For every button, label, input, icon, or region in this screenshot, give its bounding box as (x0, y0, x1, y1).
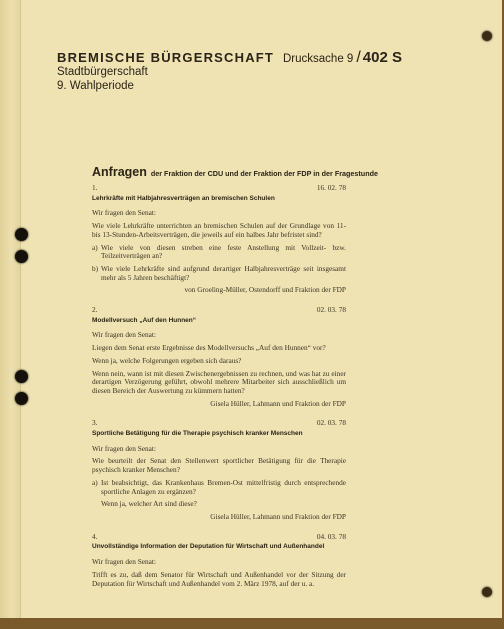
item-title: Modellversuch „Auf den Hunnen“ (92, 316, 197, 324)
item-number: 2. (92, 305, 98, 315)
item-signature: Gisela Hüller, Lahmann und Fraktion der FDP (210, 398, 346, 408)
item-paragraph: Wenn ja, welche Folgerungen ergeben sich daraus? (92, 355, 242, 365)
punch-hole (482, 587, 492, 597)
item-intro: Wir fragen den Senat: (92, 330, 156, 340)
drucksache-label: Drucksache 9 (283, 53, 354, 65)
punch-hole (482, 31, 492, 41)
item-title: Sportliche Betätigung für die Therapie psychisch kranker Menschen (92, 430, 303, 438)
item-header (92, 419, 346, 428)
sub-marker: b) (92, 263, 99, 273)
item-date: 02. 03. 78 (316, 418, 346, 428)
item-header (92, 306, 346, 315)
section-title: Anfragen (92, 165, 147, 179)
sub-text: Ist beabsichtigt, das Krankenhaus Bremen-Ost mittelfristig durch entsprechende sportliche Anlagen zu ergänzen? (101, 477, 346, 496)
section-subtitle: der Fraktion der CDU und der Fraktion der FDP in der Fragestunde (150, 169, 378, 178)
sub-followup: Wenn ja, welcher Art sind diese? (101, 499, 197, 509)
inquiry-list (92, 184, 346, 599)
sub-marker: a) (92, 477, 98, 487)
sub-question (92, 265, 346, 282)
item-signature: Gisela Hüller, Lahmann und Fraktion der FDP (210, 511, 346, 521)
binding-spine (0, 0, 21, 618)
sub-question (92, 244, 346, 261)
inquiry-item (92, 533, 346, 589)
chamber-name: Stadtbürgerschaft (57, 66, 148, 78)
item-title: Lehrkräfte mit Halbjahresverträgen an bremischen Schulen (92, 194, 275, 202)
sub-text: Wie viele von diesen streben eine feste Anstellung mit Vollzeit- bzw. Teilzeitverträgen an? (101, 242, 346, 261)
punch-hole (15, 250, 28, 263)
item-header (92, 533, 346, 542)
item-date: 16. 02. 78 (316, 183, 346, 192)
item-number: 4. (92, 531, 98, 541)
item-title: Unvollständige Information der Deputation für Wirtschaft und Außenhandel (92, 543, 325, 551)
inquiry-item (92, 419, 346, 521)
item-paragraph: Liegen dem Senat erste Ergebnisse des Modellversuchs „Auf den Hunnen“ vor? (92, 343, 326, 353)
drucksache-number: 402 S (362, 49, 402, 66)
item-intro: Wir fragen den Senat: (92, 208, 156, 218)
punch-hole (15, 228, 28, 241)
punch-hole (15, 370, 28, 383)
drucksache-slash: / (356, 49, 361, 66)
item-signature: von Groeling-Müller, Ostendorff und Fraktion der FDP (184, 285, 346, 295)
item-number: 1. (92, 183, 98, 192)
item-date: 02. 03. 78 (316, 305, 346, 315)
item-date: 04. 03. 78 (316, 531, 346, 541)
item-intro: Wir fragen den Senat: (92, 557, 156, 567)
sub-question (92, 479, 346, 496)
sub-marker: a) (92, 242, 98, 252)
item-paragraph: Wenn nein, wann ist mit diesen Zwischenergebnissen zu rechnen, und was hat zu einer derartigen Verzögerung geführt, obwohl mehrere Mitarbeiter sich ausschließlich um diesen Bereich der Auswertung zu kümmern hatten? (92, 368, 346, 395)
organization-name: BREMISCHE BÜRGERSCHAFT (57, 50, 275, 65)
section-heading (92, 163, 378, 181)
item-paragraph: Trifft es zu, daß dem Senator für Wirtschaft und Außenhandel vor der Sitzung der Deputation für Wirtschaft und Außenhandel vom 2. März 1978, auf der u. a. (92, 569, 346, 588)
inquiry-item (92, 184, 346, 295)
item-number: 3. (92, 418, 98, 428)
inquiry-item (92, 306, 346, 408)
item-header (92, 184, 346, 193)
punch-hole (15, 392, 28, 405)
legislative-period: 9. Wahlperiode (57, 80, 134, 92)
item-question: Wie viele Lehrkräfte unterrichten an bremischen Schulen auf der Grundlage von 11- bis 13-Stunden-Arbeitsverträgen, die jeweils auf ein halbes Jahr befristet sind? (92, 221, 346, 239)
sub-text: Wie viele Lehrkräfte sind aufgrund derartiger Halbjahresverträge seit insgesamt mehr als 5 Jahren beschäftigt? (101, 263, 346, 282)
item-intro: Wir fragen den Senat: (92, 443, 156, 453)
document-number (283, 49, 402, 67)
item-paragraph: Wie beurteilt der Senat den Stellenwert sportlicher Betätigung für die Therapie psychisch kranker Menschen? (92, 456, 346, 475)
